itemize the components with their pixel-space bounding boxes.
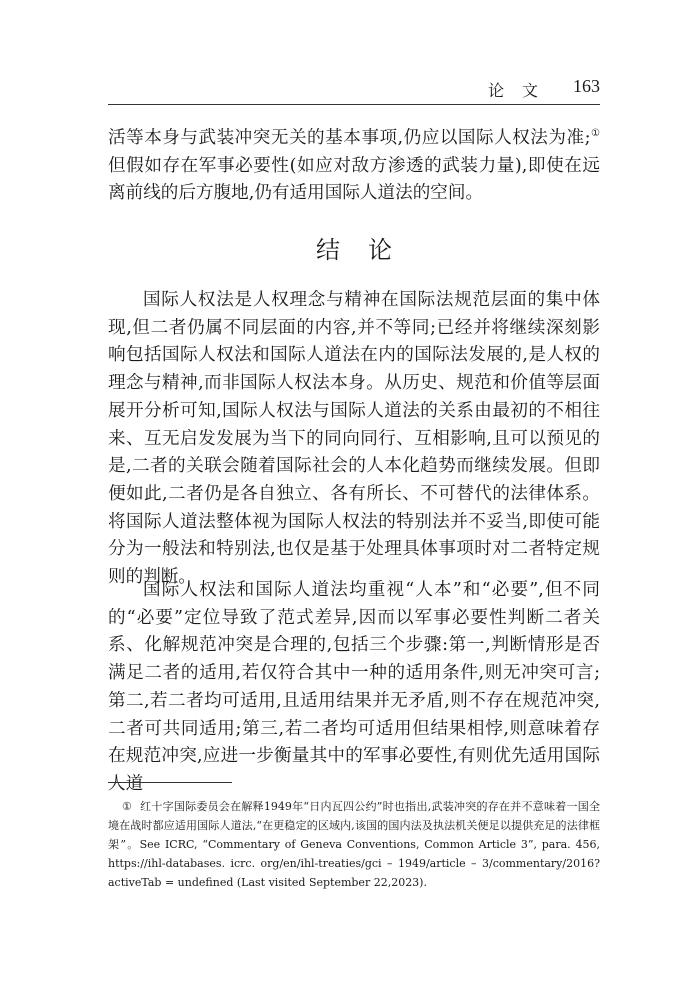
section-label: 论文 — [487, 81, 556, 100]
footnote — [108, 797, 600, 892]
section-heading: 结论 — [316, 236, 420, 264]
header-rule — [108, 104, 600, 105]
conclusion-paragraph-2: 国际人权法和国际人道法均重视“人本”和“必要”,但不同的“必要”定位导致了范式差异,因而以军事必要性判断二者关系、化解规范冲突是合理的,包括三个步骤:第一,判断情形是否满足二者的适用,若仅符合其中一种的适用条件,则无冲突可言;第二,若二者均可适用,且适用结果并无矛盾,则不存在规范冲突,二者可共同适用;第三,若二者均可适用但结果相悖,则意味着存在规范冲突,应进一步衡量其中的军事必要性,有则优先适用国际人道 — [108, 580, 600, 794]
continuation-text-rest: 但假如存在军事必要性(如应对敌方渗透的武装力量),即使在远离前线的后方腹地,仍有适用国际人道法的空间。 — [108, 155, 600, 204]
footnote-text: 红十字国际委员会在解释1949年“日内瓦四公约”时也指出,武装冲突的存在并不意味着一国全境在战时都应适用国际人道法,“在更稳定的区域内,该国的国内法及执法机关便足以提供充足的法律框架”。See ICRC, “Commentary of Geneva Conventions, Common Article 3”, para. 456, https://ihl-databases. icrc. org/en/ihl-treaties/gci – 1949/article – 3/commentary/2016? activeTab = undefined (Last visited September 22,2023). — [108, 800, 600, 889]
page-number: 163 — [573, 76, 600, 96]
conclusion-paragraph-1: 国际人权法是人权理念与精神在国际法规范层面的集中体现,但二者仍属不同层面的内容,并不等同;已经并将继续深刻影响包括国际人权法和国际人道法在内的国际法发展的,是人权的理念与精神,而非国际人权法本身。从历史、规范和价值等层面展开分析可知,国际人权法与国际人道法的关系由最初的不相往来、互无启发发展为当下的同向同行、互相影响,且可以预见的是,二者的关联会随着国际社会的人本化趋势而继续发展。但即便如此,二者仍是各自独立、各有所长、不可替代的法律体系。将国际人道法整体视为国际人权法的特别法并不妥当,即使可能分为一般法和特别法,也仅是基于处理具体事项时对二者特定规则的判断。 — [108, 290, 600, 588]
running-header — [108, 74, 600, 102]
footnote-mark: ① — [122, 800, 133, 813]
footnote-reference: ① — [590, 128, 600, 140]
continuation-text: 活等本身与武装冲突无关的基本事项,仍应以国际人权法为准; — [108, 128, 591, 148]
footnote-rule — [108, 782, 232, 783]
continuation-paragraph — [108, 125, 600, 208]
